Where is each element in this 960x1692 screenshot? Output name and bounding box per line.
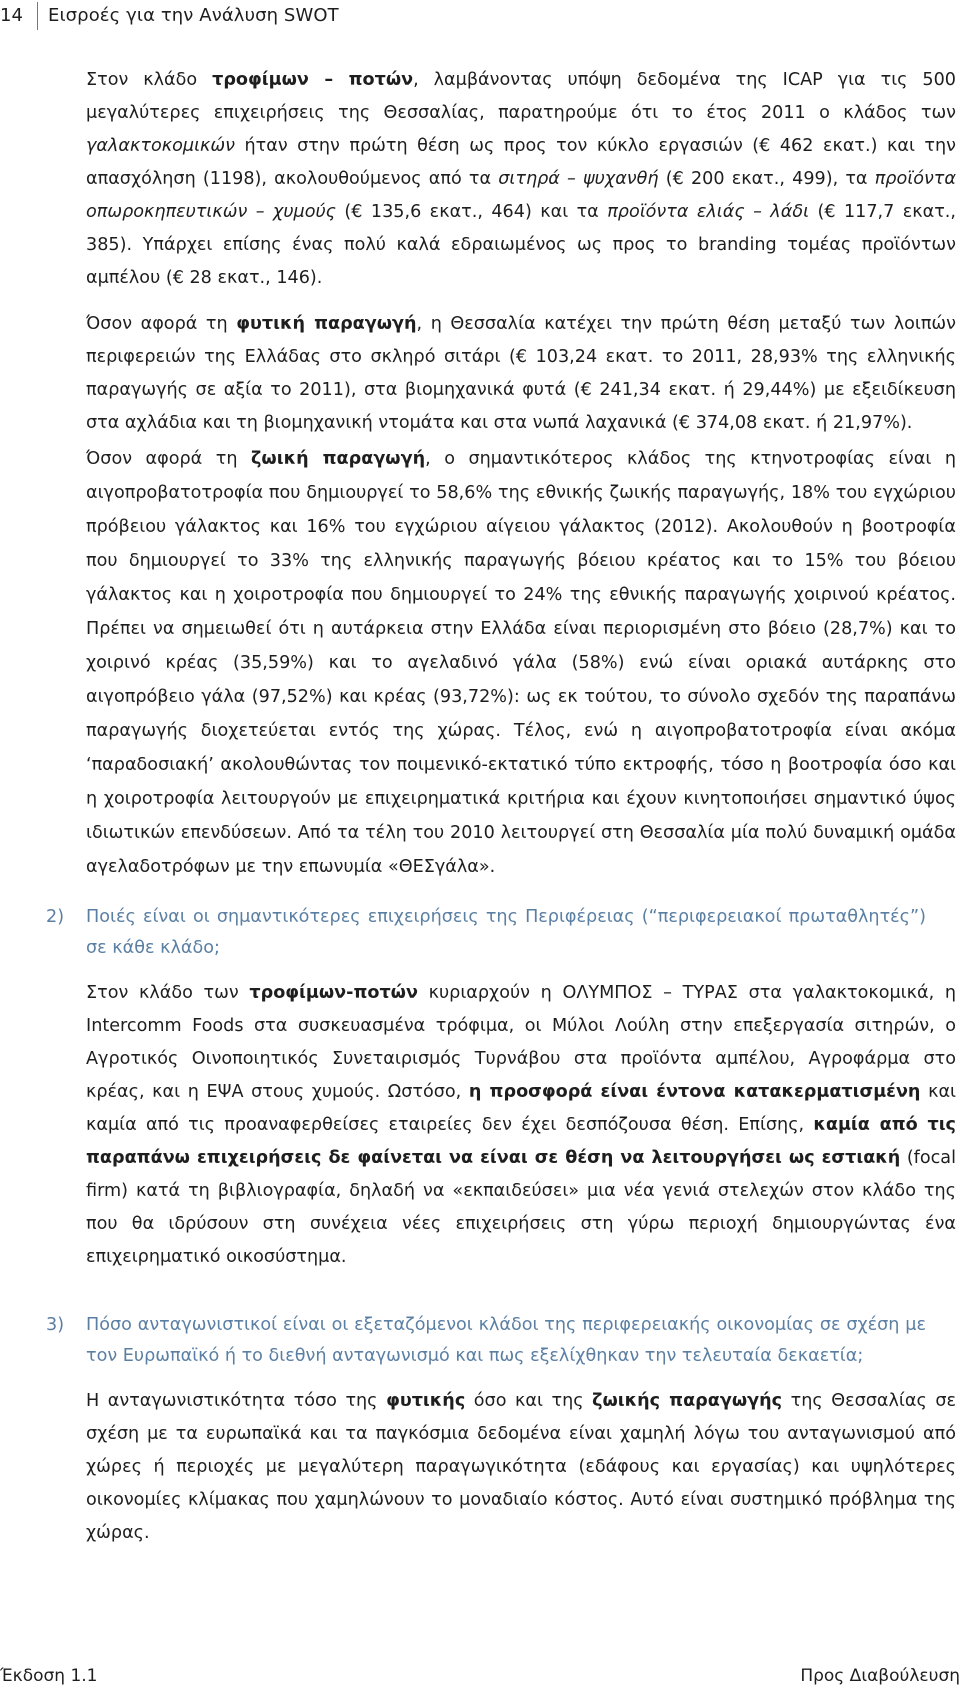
page-header	[0, 0, 600, 32]
header-title: Εισροές για την Ανάλυση SWOT	[48, 5, 339, 26]
page-number: 14	[0, 5, 23, 26]
question-3-number: 3)	[46, 1315, 65, 1335]
question-2-number: 2)	[46, 907, 65, 927]
question-3	[46, 1310, 926, 1372]
paragraph-livestock-production: Όσον αφορά τη ζωική παραγωγή, ο σημαντικότερος κλάδος της κτηνοτροφίας είναι η αιγοπροβατοτροφία που δημιουργεί το 58,6% της εθνικής ζωικής παραγωγής, 18% του εγχώριου πρόβειου γάλακτος και 16% του εγχώριου αίγειου γάλακτος (2012). Ακολουθούν η βοοτροφία που δημιουργεί το 33% της ελληνικής παραγωγής βόειου κρέατος και το 15% του βόειου γάλακτος και η χοιροτροφία που δημιουργεί το 24% της εθνικής παραγωγής χοιρινού κρέατος. Πρέπει να σημειωθεί ότι η αυτάρκεια στην Ελλάδα είναι περιορισμένη στο βόειο (28,7%) και το χοιρινό κρέας (35,59%) και το αγελαδινό γάλα (58%) ενώ είναι οριακά αυτάρκης στο αιγοπρόβειο γάλα (97,52%) και κρέας (93,72%): ως εκ τούτου, το σύνολο σχεδόν της παραπάνω παραγωγής διοχετεύεται εντός της χώρας. Τέλος, ενώ η αιγοπροβατοτροφία είναι ακόμα ‘παραδοσιακή’ ακολουθώντας τον ποιμενικό-εκτατικό τύπο εκτροφής, τόσο η βοοτροφία όσο και η χοιροτροφία λειτουργούν με επιχειρηματικά κριτήρια και έχουν κινητοποιήσει σημαντικό ύψος ιδιωτικών επενδύσεων. Από τα τέλη του 2010 λειτουργεί στη Θεσσαλία μία πολύ δυναμική ομάδα αγελαδοτρόφων με την επωνυμία «ΘΕΣγάλα».	[86, 449, 956, 877]
footer-version: Έκδοση 1.1	[0, 1666, 98, 1686]
paragraph-food-beverages: Στον κλάδο τροφίμων – ποτών, λαμβάνοντας υπόψη δεδομένα της ICAP για τις 500 μεγαλύτερες επιχειρήσεις της Θεσσαλίας, παρατηρούμε ότι το έτος 2011 ο κλάδος των γαλακτοκομικών ήταν στην πρώτη θέση ως προς τον κύκλο εργασιών (€ 462 εκατ.) και την απασχόληση (1198), ακολουθούμενος από τα σιτηρά – ψυχανθή (€ 200 εκατ., 499), τα προϊόντα οπωροκηπευτικών – χυμούς (€ 135,6 εκατ., 464) και τα προϊόντα ελιάς – λάδι (€ 117,7 εκατ., 385). Υπάρχει επίσης ένας πολύ καλά εδραιωμένος ως προς το branding τομέας προϊόντων αμπέλου (€ 28 εκατ., 146).	[86, 70, 956, 288]
paragraph-competitiveness: Η ανταγωνιστικότητα τόσο της φυτικής όσο και της ζωικής παραγωγής της Θεσσαλίας σε σχέση με τα ευρωπαϊκά και τα παγκόσμια δεδομένα είναι χαμηλή λόγω του ανταγωνισμού από χώρες ή περιοχές με μεγαλύτερη παραγωγικότητα (εδάφους και εργασίας) και υψηλότερες οικονομίες κλίμακας που χαμηλώνουν το μοναδιαίο κόστος. Αυτό είναι συστημικό πρόβλημα της χώρας.	[86, 1391, 957, 1543]
paragraph-leading-companies: Στον κλάδο των τροφίμων-ποτών κυριαρχούν η ΟΛΥΜΠΟΣ – ΤΥΡΑΣ στα γαλακτοκομικά, η Intercomm Foods στα συσκευασμένα τρόφιμα, οι Μύλοι Λούλη στην επεξεργασία σιτηρών, ο Αγροτικός Οινοποιητικός Συνεταιρισμός Τυρνάβου στα προϊόντα αμπέλου, Αγροφάρμα στο κρέας, και η ΕΨΑ στους χυμούς. Ωστόσο, η προσφορά είναι έντονα κατακερματισμένη και καμία από τις προαναφερθείσες εταιρείες δεν έχει δεσπόζουσα θέση. Επίσης, καμία από τις παραπάνω επιχειρήσεις δε φαίνεται να είναι σε θέση να λειτουργήσει ως εστιακή (focal firm) κατά τη βιβλιογραφία, δηλαδή να «εκπαιδεύσει» μια νέα γενιά στελεχών στον κλάδο της που θα ιδρύσουν στη συνέχεια νέες επιχειρήσεις στη γύρω περιοχή δημιουργώντας ένα επιχειρηματικό οικοσύστημα.	[86, 983, 956, 1267]
header-divider	[37, 2, 38, 30]
page-footer	[0, 1662, 960, 1690]
question-2-text: Ποιές είναι οι σημαντικότερες επιχειρήσεις της Περιφέρειας (“περιφερειακοί πρωταθλητές”) σε κάθε κλάδο;	[86, 907, 926, 958]
question-3-text: Πόσο ανταγωνιστικοί είναι οι εξεταζόμενοι κλάδοι της περιφερειακής οικονομίας σε σχέση με τον Ευρωπαϊκό ή το διεθνή ανταγωνισμό και πως εξελίχθηκαν την τελευταία δεκαετία;	[86, 1315, 926, 1366]
footer-status: Προς Διαβούλευση	[800, 1666, 960, 1686]
paragraph-plant-production: Όσον αφορά τη φυτική παραγωγή, η Θεσσαλία κατέχει την πρώτη θέση μεταξύ των λοιπών περιφερειών της Ελλάδας στο σκληρό σιτάρι (€ 103,24 εκατ. το 2011, 28,93% της ελληνικής παραγωγής σε αξία το 2011), στα βιομηχανικά φυτά (€ 241,34 εκατ. ή 29,44%) με εξειδίκευση στα αχλάδια και τη βιομηχανική ντομάτα και στα νωπά λαχανικά (€ 374,08 εκατ. ή 21,97%).	[86, 314, 956, 433]
question-2	[46, 902, 926, 964]
